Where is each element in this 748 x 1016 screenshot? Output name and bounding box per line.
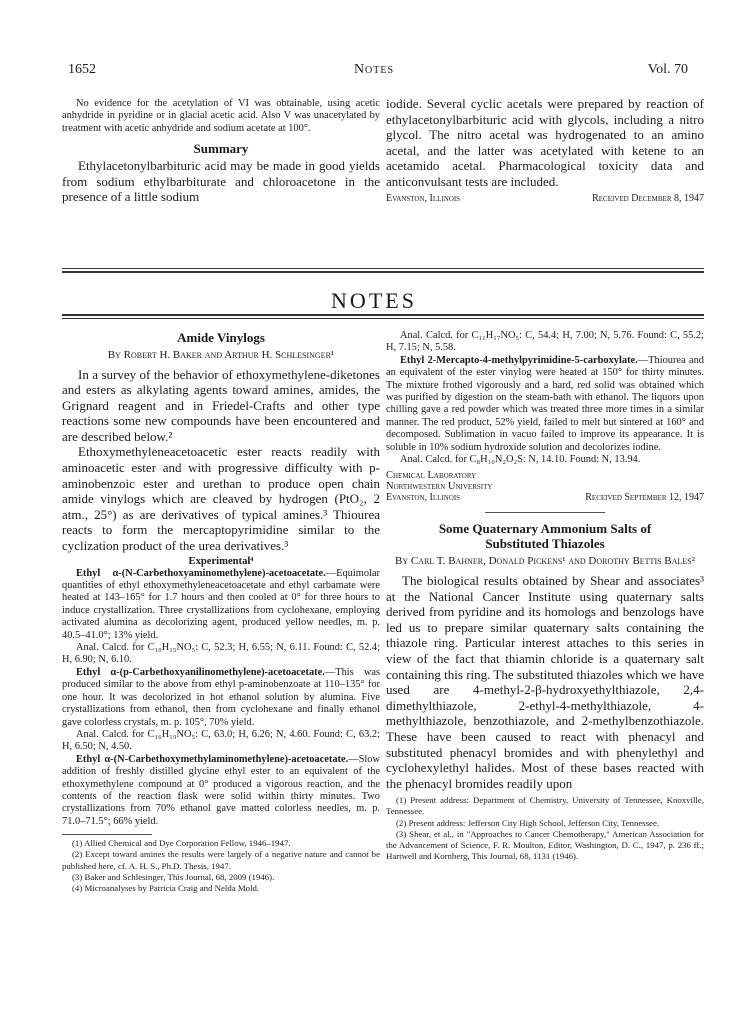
summary-heading: Summary [193, 141, 249, 157]
article1-footnotes [62, 838, 380, 894]
page-number: 1652 [68, 62, 96, 77]
sig-location: Evanston, Illinois [386, 192, 461, 204]
article2-title-line2: Substituted Thiazoles [485, 536, 605, 552]
exp2-text: —This was produced similar to the above from ethyl p-aminobenzoate at 110–135° for one hour. It was decolorized in hot ethanol solution by alumina. Five crystallizations from ethanol, then from cyclohexane and finally ethanol gave colorless crystals, m. p. 105°, 70% yield. [62, 666, 380, 728]
sig-received: Received December 8, 1947 [592, 192, 704, 204]
exp1-analysis: Anal. Calcd. for C₁₀H₁₅NO₅: C, 52.3; H, 6.55; N, 6.11. Found: C, 52.4; H, 6.90; N, 6.10. [62, 642, 380, 666]
article-byline: By Robert H. Baker and Arthur H. Schlesinger¹ [107, 349, 335, 361]
article-amide-vinylogs [62, 330, 380, 894]
signature-line-1 [386, 193, 704, 205]
exp3-title: Ethyl α-(N-Carbethoxymethylaminomethylene)-acetoacetate. [76, 753, 349, 765]
footnote: (4) Microanalyses by Patricia Craig and Nelda Mold. [72, 882, 260, 893]
exp1-paragraph [62, 568, 380, 642]
article-title: Amide Vinylogs [177, 330, 265, 345]
volume-label: Vol. 70 [647, 62, 688, 77]
section-rule-top [62, 268, 704, 269]
running-title: Notes [353, 62, 395, 77]
section-rule-bottom [62, 318, 704, 319]
exp4-text: —Thiourea and an equivalent of the ester vinylog were heated at 150° for thirty minutes. The mixture frothed vigorously and a hard, red solid was obtained which was purified by digestion on the steam-bath with ethanol. The liquors upon chilling gave a red powder which was treated three more times in a similar manner. The red product, 52% yield, failed to melt but sintered at 160° and decomposed. Sublimation in vacuo failed to improve its appearance. It is soluble in 10% sodium hydroxide solution and decolorizes iodine. [386, 354, 704, 453]
footnote-rule [62, 834, 152, 835]
footnote: (2) Except toward amines the results were largely of a negative nature and cannot be published here, cf. A. H. S., Ph.D. Thesis, 1947. [62, 849, 380, 871]
notes-section-title: NOTES [331, 288, 417, 313]
article2-footnotes [386, 795, 704, 862]
footnote: (3) Baker and Schlesinger, This Journal, 68, 2009 (1946). [72, 871, 275, 882]
footnote: (1) Allied Chemical and Dye Corporation Fellow, 1946–1947. [72, 838, 291, 849]
summary-text: Ethylacetonylbarbituric acid may be made in good yields from sodium ethylbarbiturate and chloroacetone in the presence of a little sodium [62, 158, 380, 205]
second-paragraph: Ethoxymethyleneacetoacetic ester reacts readily with aminoacetic ester and with progressive difficulty with p-aminobenzoic ester and urethan to produce open chain amide vinylogs which are cleaved by hydrogen (PtO₂, 2 atm., 25°) as are derivatives of typical amines.³ Thiourea reacts to form the mercaptopyrimidine similar to the cyclization product of the urea derivatives.³ [62, 444, 380, 554]
exp4-title: Ethyl 2-Mercapto-4-methylpyrimidine-5-carboxylate. [400, 354, 638, 366]
address-line: Chemical Laboratory [386, 470, 477, 482]
anal3: Anal. Calcd. for C₁₁H₁₇NO₅: C, 54.4; H, 7.00; N, 5.76. Found: C, 55.2; H, 7.15; N, 5.58. [386, 330, 704, 354]
article-separator [485, 512, 605, 513]
exp4-paragraph [386, 355, 704, 454]
article2-text: The biological results obtained by Shear and associates³ at the National Cancer Institute using quaternary salts derived from pyridine and its homologs and benzologs have led us to prepare similar quaternary salts containing the thiazole ring. Particular interest attaches to this series in view of the fact that thiamin chloride is a quaternary salt containing this ring. The substituted thiazoles which we have used are 4-methyl-2-β-hydroxyethylthiazole, 2,4-dimethylthiazole, 2-ethyl-4-methylthiazole, 4-methylthiazole, benzothiazole, and 2-methylbenzothiazole. These have been caused to react with phenacyl and substituted phenacyl bromides and with phenylethyl and cyclohexylethyl halides. Most of these bases reacted with the phenacyl bromides readily upon [386, 572, 704, 791]
sig-received: Received September 12, 1947 [585, 492, 704, 504]
exp2-analysis: Anal. Calcd. for C₁₆H₁₉NO₅: C, 63.0; H, 6.26; N, 4.60. Found: C, 63.2; H, 6.50; N, 4.50. [62, 728, 380, 753]
experimental-heading: Experimental⁴ [188, 555, 254, 567]
top-left-column [62, 98, 380, 205]
exp1-text: —Equimolar quantities of ethyl ethoxymethyleneacetoacetate and ethyl carbamate were heated at 143–165° for 1.7 hours and then cooled at 0° for three hours to induce crystallization. Three crystallizations from cyclohexane, employing activated alumina as decolorizing agent, produced yellow needles, m. p. 40.5–41.0°; 13% yield. [62, 567, 380, 641]
exp3-text: —Slow addition of freshly distilled glycine ethyl ester to an equivalent of the ethoxymethylene compound at 0° produced a vigorous reaction, and the contents of the reaction flask were solid within thirty minutes. Two crystallizations from 70% ethanol gave matted colorless needles, m. p. 71.0–71.5°; 66% yield. [62, 753, 380, 827]
exp3-paragraph [62, 754, 380, 828]
section-rule-top-thick [62, 271, 704, 273]
article2-byline: By Carl T. Bahner, Donald Pickens¹ and Dorothy Bettis Bales² [395, 555, 695, 568]
sig-location: Evanston, Illinois [386, 492, 461, 504]
article2-title-line1: Some Quaternary Ammonium Salts of [438, 521, 652, 537]
footnote: (3) Shear, et al., in "Approaches to Cancer Chemotherapy," American Association for the Advancement of Science, F. R. Moulton, Editor, Washington, D. C., 1947, p. 236 ff.; Hartwell and Kornberg, This Journal, 68, 1131 (1946). [386, 828, 704, 862]
right-column-notes [386, 330, 704, 863]
address-block [386, 470, 704, 504]
summary-continuation: iodide. Several cyclic acetals were prepared by reaction of ethylacetonylbarbituric acid with glycols, including a nitro glycol. The nitro acetal was hydrogenated to an amino acetal, and the latter was acetylated with ketene to an acetamido acetal. Pharmacological toxicity data and anticonvulsant tests are included. [386, 96, 704, 189]
intro-paragraph: In a survey of the behavior of ethoxymethylene-diketones and esters as alkylating agents toward amines, amides, the Grignard reagent and in Friedel-Crafts and other type reactions some new compounds have been encountered and are described below.² [62, 366, 380, 444]
anal4: Anal. Calcd. for C₈H₁₀N₂O₂S: N, 14.10. Found: N, 13.94. [400, 454, 641, 466]
exp1-title: Ethyl α-(N-Carbethoxyaminomethylene)-acetoacetate. [76, 567, 326, 579]
section-rule-bottom-thick [62, 314, 704, 316]
exp2-paragraph [62, 667, 380, 729]
acetylation-paragraph: No evidence for the acetylation of VI was obtainable, using acetic anhydride in pyridine or in glacial acetic acid. Also V was unacetylated by treatment with acetic anhydride and sodium acetate at 100°. [62, 98, 380, 134]
exp2-title: Ethyl α-(p-Carbethoxyanilinomethylene)-acetoacetate. [76, 666, 325, 678]
address-line: Northwestern University [386, 481, 493, 493]
footnote: (1) Present address: Department of Chemistry, University of Tennessee, Knoxville, Tennessee. [386, 795, 704, 817]
footnote: (2) Present address: Jefferson City High School, Jefferson City, Tennessee. [396, 817, 660, 828]
top-right-column [386, 96, 704, 205]
signature-line-2 [386, 492, 704, 504]
